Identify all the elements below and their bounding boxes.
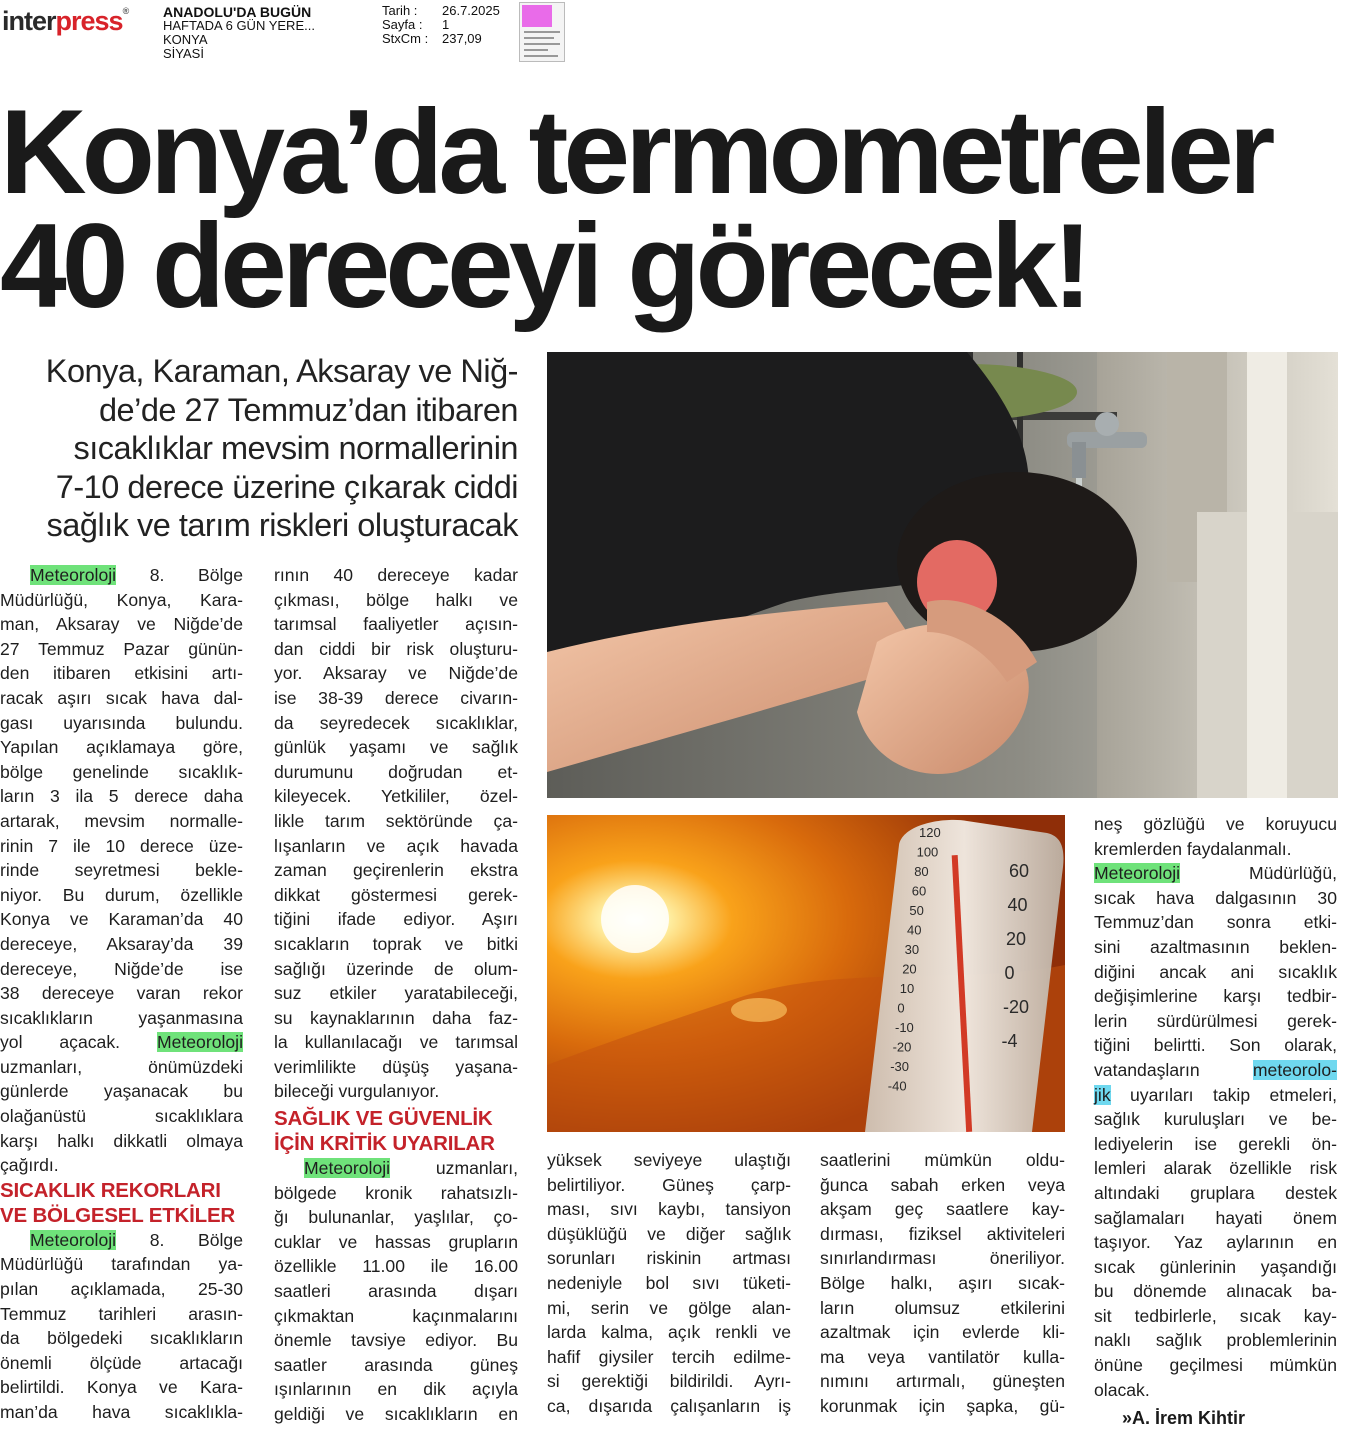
- text-line: nımını artırmalı, güneşten: [820, 1371, 1065, 1392]
- text-line: da bölgedeki sıcaklıkların: [0, 1328, 243, 1349]
- text-line: yor. Aksaray ve Niğde’de: [274, 663, 518, 684]
- keyword-highlight-alt: meteorolo-: [1252, 1059, 1337, 1080]
- text-line: bölgede kronik rahatsızlı-: [274, 1182, 518, 1203]
- headline: [0, 85, 1352, 333]
- publication-city: KONYA: [163, 32, 208, 47]
- text-line: Meteoroloji 8. Bölge: [30, 565, 243, 585]
- thumbnail-line: [524, 37, 554, 39]
- thermometer-scale-label: -40: [887, 1078, 907, 1094]
- thermometer-scale-label: 20: [1006, 929, 1027, 949]
- text-line: günlük yaşamı ve sağlık: [274, 737, 518, 758]
- text-line: man’da hava sıcaklıkla-: [0, 1402, 243, 1422]
- publication-info: [163, 5, 315, 61]
- text-line: Temmuz tarihleri arasın-: [0, 1303, 243, 1324]
- text-line: belirtiliyor. Güneş çarp-: [547, 1174, 791, 1195]
- text-line: uzmanları, önümüzdeki: [0, 1056, 243, 1077]
- clipping-header: [0, 0, 1352, 70]
- text-line: kileyecek. Yetkililer, özel-: [274, 786, 518, 807]
- sun-thermometer-illustration: [547, 815, 1065, 1132]
- article-column-3: [547, 1148, 791, 1419]
- text-line: niyor. Bu durum, özellikle: [0, 884, 243, 905]
- page-value: 1: [442, 17, 450, 32]
- text-line: si gerektiği bildirildi. Ayrı-: [547, 1371, 791, 1392]
- text-line: azaltmak için evlerde kli-: [820, 1322, 1065, 1343]
- col5-paragraph-a: [1094, 812, 1337, 861]
- text-line: saatler arasında güneş: [274, 1354, 518, 1375]
- text-line: saatlerini mümkün oldu-: [820, 1150, 1065, 1170]
- headline-line-1: Konya’da termometreler: [0, 85, 1271, 219]
- text-line: rının 40 dereceye kadar: [274, 565, 518, 585]
- thermometer-photo: [547, 815, 1065, 1132]
- thermometer-scale-label: 30: [904, 942, 920, 957]
- col4-paragraph: [820, 1148, 1065, 1419]
- text-line: sınırlandırması öneriliyor.: [820, 1248, 1065, 1269]
- text-line: lerin sürdürülmesi gerek-: [1094, 1010, 1337, 1031]
- thumbnail-line: [524, 31, 560, 33]
- text-line: bölge genelinde sıcaklık-: [0, 761, 243, 782]
- text-line: karşı halkı dikkatli olmaya: [0, 1130, 243, 1151]
- text-line: man, Aksaray ve Niğde’de: [0, 614, 243, 635]
- text-line: tiğini belirtti. Son olarak,: [1094, 1035, 1337, 1056]
- text-line: düşüklüğü ve diğer sağlık: [547, 1223, 791, 1244]
- main-photo: [547, 352, 1338, 798]
- text-line: Yapılan açıklamaya göre,: [0, 737, 243, 758]
- text-line: sağlamaları hayati önem: [1094, 1207, 1337, 1228]
- text-line: den itibaren etkisini artı-: [0, 663, 243, 684]
- page-thumbnail[interactable]: [519, 2, 565, 62]
- thumbnail-line: [524, 55, 558, 57]
- text-line: lışanların ve açık havada: [274, 835, 518, 856]
- subhead-health: SAĞLIK VE GÜVENLİK: [274, 1107, 493, 1131]
- text-line: ğunca sabah erken veya: [820, 1174, 1065, 1195]
- text-line: la kullanılacağı ve tarımsal: [274, 1032, 518, 1053]
- text-line: neş gözlüğü ve koruyucu: [1094, 814, 1337, 834]
- text-line: Müdürlüğü tarafından ya-: [0, 1254, 243, 1275]
- keyword-highlight: Meteoroloji: [1094, 863, 1181, 884]
- text-line: yüksek seviyeye ulaştığı: [547, 1150, 791, 1170]
- text-line: olağanüstü sıcaklıklara: [0, 1106, 243, 1127]
- page-label: Sayfa :: [382, 17, 423, 32]
- text-line: ğı bulunanlar, yaşlılar, ço-: [274, 1207, 518, 1228]
- text-line: rinde seyretmesi bekle-: [0, 860, 243, 881]
- thermometer-scale-label: -20: [892, 1039, 912, 1055]
- text-line: akşam geç saatlere kay-: [820, 1199, 1065, 1220]
- col1-paragraph-1-tail: [0, 1055, 243, 1178]
- thermometer-scale-label: 80: [914, 864, 929, 879]
- text-line: Müdürlüğü, Konya, Kara-: [0, 589, 243, 610]
- col1-paragraph-2: [0, 1252, 243, 1424]
- text-line: ma veya vantilatör kulla-: [820, 1346, 1065, 1367]
- thermometer-scale-label: 40: [1007, 895, 1028, 915]
- keyword-highlight: Meteoroloji: [30, 1229, 117, 1250]
- text-line: günlerde yaşanacak bu: [0, 1081, 243, 1102]
- text-line: bu dönemde alınacak ba-: [1094, 1281, 1337, 1302]
- sun-icon: [601, 885, 669, 953]
- article-column-4: [820, 1148, 1065, 1419]
- text-line: çağırdı.: [0, 1155, 59, 1176]
- text-line: Meteoroloji 8. Bölge: [30, 1229, 243, 1250]
- publication-section: HAFTADA 6 GÜN YERE...: [163, 18, 315, 33]
- text-line: korunmak için şapka, gü-: [820, 1395, 1065, 1416]
- subhead-warnings: İÇİN KRİTİK UYARILAR: [274, 1132, 495, 1156]
- text-line: 27 Temmuz Pazar günün-: [0, 638, 243, 659]
- text-line: ışınlarının en dik açıyla: [274, 1379, 518, 1400]
- text-line: dırması, fiziksel aktiviteleri: [820, 1223, 1065, 1244]
- text-line: lediyelerin ise gerekli ön-: [1094, 1133, 1337, 1154]
- text-line: racak aşırı sıcak hava dal-: [0, 687, 243, 708]
- text-line: sıcakların toprak ve bitki: [274, 933, 518, 954]
- text-line: Meteoroloji Müdürlüğü,: [1094, 863, 1337, 884]
- text-line: rinin 7 ile 10 derece üze-: [0, 835, 243, 856]
- thumbnail-line: [524, 49, 548, 51]
- text-line: hafif giysiler tercih edilme-: [547, 1346, 791, 1367]
- standfirst-line: de’de 27 Temmuz’dan itibaren: [98, 391, 518, 428]
- standfirst-line: Konya, Karaman, Aksaray ve Niğ-: [45, 353, 518, 389]
- text-line: bileceği vurgulanıyor.: [274, 1081, 440, 1102]
- text-line: geldiği ve sıcaklıkların en: [274, 1404, 518, 1424]
- publication-name: ANADOLU'DA BUGÜN: [163, 4, 312, 20]
- text-line: sıcak hava dalgasının 30: [1094, 887, 1337, 908]
- text-line: verimlilikte düşüş yaşana-: [274, 1056, 518, 1077]
- clipping-meta: [382, 4, 500, 46]
- text-line: kremlerden faydalanmalı.: [1094, 838, 1292, 859]
- date-label: Tarih :: [382, 3, 418, 18]
- text-line: ların 3 ila 5 derece daha: [0, 786, 243, 807]
- man-washing-face-illustration: [547, 352, 1338, 798]
- text-line: saatleri arasında dışarı: [274, 1281, 518, 1302]
- text-line: su kaynaklarının daha faz-: [274, 1007, 518, 1028]
- standfirst: [0, 352, 518, 545]
- text-line: vatandaşların meteorolo-: [1094, 1059, 1337, 1080]
- text-line: taşıyor. Yaz aylarının en: [1094, 1232, 1337, 1253]
- text-line: pılan açıklamada, 25-30: [0, 1279, 243, 1300]
- date-value: 26.7.2025: [442, 3, 500, 18]
- thermometer-scale-label: 100: [916, 844, 939, 860]
- col5-paragraph-b: [1094, 886, 1337, 1058]
- thermometer-scale-label: -4: [1001, 1031, 1018, 1051]
- text-line: çıkmaktan kaçınmalarını: [274, 1305, 518, 1326]
- text-line: suz etkiler yaratabileceği,: [274, 983, 518, 1004]
- col1-paragraph-1: [0, 588, 243, 1031]
- article-column-1: [0, 563, 243, 1425]
- size-label: StxCm :: [382, 31, 429, 46]
- text-line: likle tarım sektöründe ça-: [274, 810, 518, 831]
- text-line: olacak.: [1094, 1379, 1150, 1400]
- col3-paragraph: [547, 1148, 791, 1419]
- byline: »A. İrem Kihtir: [1122, 1408, 1246, 1428]
- text-line: mi, serin ve gölge alan-: [547, 1297, 791, 1318]
- text-line: yol açacak. Meteoroloji: [0, 1032, 243, 1053]
- keyword-highlight: Meteoroloji: [30, 565, 117, 585]
- text-line: sıcaklıkların yaşanmasına: [0, 1007, 243, 1028]
- text-line: jik uyarıları takip etmeleri,: [1094, 1084, 1337, 1105]
- text-line: dereceye, Niğde’de ise: [0, 958, 243, 979]
- article-column-5: [1094, 812, 1337, 1402]
- thermometer-scale-label: -20: [1003, 997, 1030, 1017]
- text-line: dan ciddi bir risk oluşturu-: [274, 638, 518, 659]
- subhead-records: SICAKLIK REKORLARI: [0, 1178, 221, 1202]
- text-line: belirtildi. Konya ve Kara-: [0, 1377, 243, 1398]
- text-line: sini azaltmasının beklen-: [1094, 936, 1337, 957]
- text-line: Temmuz’dan sonra etki-: [1094, 912, 1337, 933]
- text-line: tarımsal faaliyetler açısın-: [274, 614, 518, 635]
- keyword-highlight: Meteoroloji: [304, 1158, 391, 1179]
- text-line: çıkması, bölge halkı ve: [274, 589, 518, 610]
- text-line: ise 38-39 derece civarın-: [274, 687, 518, 708]
- thermometer-scale-label: -30: [890, 1059, 909, 1074]
- text-line: Konya ve Karaman’da 40: [0, 909, 243, 930]
- text-line: ca, dışarıda çalışanların iş: [547, 1395, 791, 1416]
- col2-paragraph-2: [274, 1181, 518, 1427]
- col5-paragraph-d: [1094, 1107, 1337, 1402]
- text-line: diğini ancak ani sıcaklık: [1094, 961, 1337, 982]
- publication-category: SİYASİ: [163, 46, 204, 61]
- thermometer-scale-label: 0: [897, 1000, 905, 1016]
- text-line: önemli ölçüde artacağı: [0, 1352, 243, 1373]
- text-line: sağlık kuruluşları ve be-: [1094, 1109, 1337, 1130]
- keyword-highlight: Meteoroloji: [156, 1032, 243, 1053]
- thermometer-scale-label: 0: [1004, 963, 1015, 983]
- text-line: naklı sağlık problemlerinin: [1094, 1330, 1337, 1351]
- standfirst-line: 7-10 derece üzerine çıkarak ciddi: [55, 468, 518, 505]
- article-column-2: [274, 563, 518, 1427]
- thermometer-scale-label: 10: [899, 981, 915, 996]
- text-line: sıcak günlerinin yaşandığı: [1094, 1256, 1337, 1277]
- text-line: nedeniyle bol sıvı tüketi-: [547, 1272, 791, 1293]
- thermometer-scale-label: 60: [911, 883, 927, 899]
- text-line: tiğini ifade ediyor. Aşırı: [274, 909, 518, 930]
- interpress-logo: interpress®: [2, 6, 129, 36]
- text-line: Meteoroloji uzmanları,: [304, 1158, 518, 1179]
- size-value: 237,09: [442, 31, 482, 46]
- text-line: önüne geçilmesi mümkün: [1094, 1355, 1337, 1376]
- text-line: artarak, mevsim normalle-: [0, 810, 243, 831]
- text-line: önemle tavsiye ediyor. Bu: [274, 1330, 518, 1351]
- text-line: da seyredecek sıcaklıklar,: [274, 712, 518, 733]
- text-line: ların olumsuz etkilerini: [820, 1297, 1065, 1318]
- thumbnail-highlight: [522, 5, 552, 27]
- text-line: zaman geçirenlerin ekstra: [274, 860, 518, 881]
- text-line: durumunu doğrudan et-: [274, 761, 518, 782]
- text-line: lemleri alarak özellikle risk: [1094, 1158, 1337, 1179]
- thermometer-scale-label: -10: [895, 1020, 914, 1035]
- thermometer-scale-label: 60: [1009, 861, 1030, 881]
- headline-line-2: 40 dereceyi görecek!: [0, 199, 1088, 333]
- text-line: gası uyarısında bulundu.: [0, 712, 243, 733]
- thermometer-scale-label: 120: [919, 825, 941, 840]
- col2-paragraph-1: [274, 563, 518, 1104]
- text-line: altındaki gruplara destek: [1094, 1182, 1337, 1203]
- text-line: sorunları riskinin artması: [547, 1248, 791, 1269]
- text-line: cuklar ve hassas grupların: [274, 1231, 518, 1252]
- subhead-regional: VE BÖLGESEL ETKİLER: [0, 1203, 236, 1227]
- thermometer-scale-label: 40: [907, 922, 922, 938]
- standfirst-line: sağlık ve tarım riskleri oluşturacak: [46, 507, 518, 543]
- text-line: larda kalma, açık renkli ve: [547, 1322, 791, 1343]
- standfirst-line: sıcaklıklar mevsim normallerinin: [73, 430, 518, 466]
- thermometer-scale-label: 50: [909, 903, 924, 918]
- text-line: ması, sıvı kaybı, tansiyon: [547, 1199, 791, 1220]
- text-line: Bölge halkı, aşırı sıcak-: [820, 1272, 1065, 1293]
- text-line: dikkat göstermesi gerek-: [274, 884, 518, 905]
- thumbnail-line: [524, 43, 560, 45]
- text-line: sit tedbirlerle, sıcak kay-: [1094, 1305, 1337, 1326]
- text-line: 38 dereceye varan rekor: [0, 983, 243, 1004]
- text-line: değişimlerine karşı tedbir-: [1094, 986, 1337, 1007]
- thermometer-scale-label: 20: [902, 961, 917, 977]
- keyword-highlight-alt: jik: [1094, 1084, 1111, 1105]
- text-line: dereceye, Aksaray’da 39: [0, 933, 243, 954]
- text-line: sağlığı üzerinde de olum-: [274, 958, 518, 979]
- text-line: özellikle 11.00 ile 16.00: [274, 1256, 518, 1277]
